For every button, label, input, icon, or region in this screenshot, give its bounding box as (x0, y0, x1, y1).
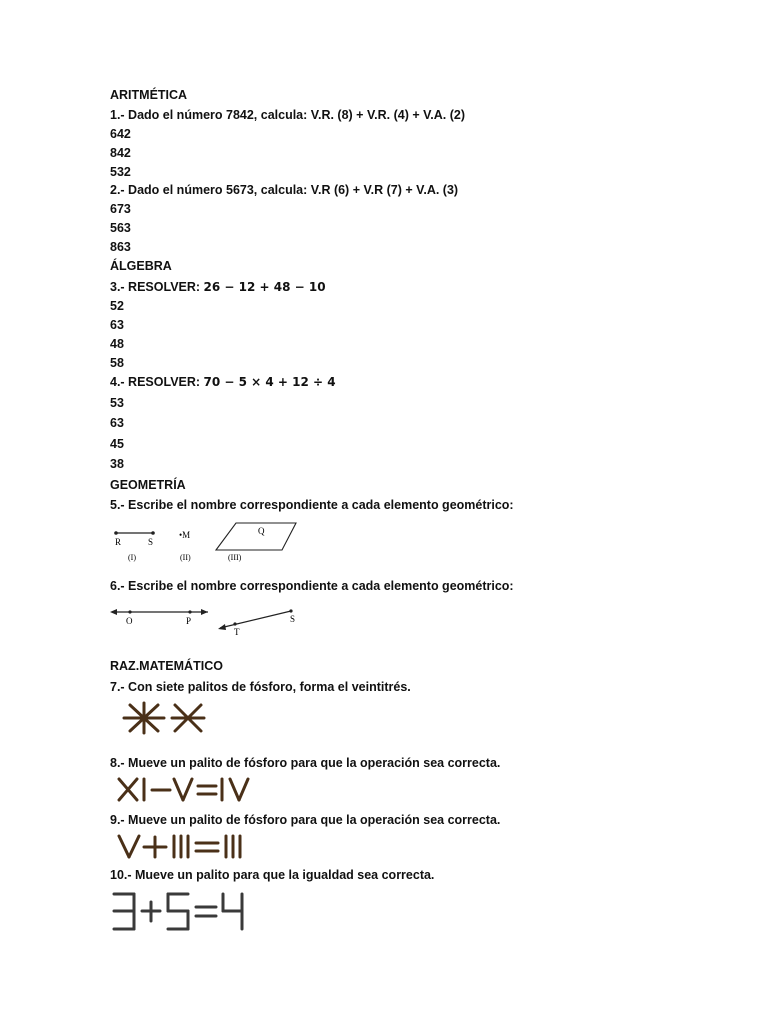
section-aritmetica: ARITMÉTICA (110, 88, 188, 102)
q1-option-3: 532 (110, 165, 131, 179)
label-t: T (234, 627, 240, 637)
matchstick-figure-10 (110, 890, 250, 934)
point-t (233, 622, 236, 625)
question-3 (110, 279, 326, 295)
question-2-prefix: 2.- Dado el número 5673, calcula: (110, 183, 311, 197)
question-4-expression: 70 − 5 × 4 + 12 ÷ 4 (203, 375, 336, 389)
question-5: 5.- Escribe el nombre correspondiente a cada elemento geométrico: (110, 498, 514, 512)
question-7: 7.- Con siete palitos de fósforo, forma el veintitrés. (110, 680, 411, 694)
question-3-expression: 26 − 12 + 48 − 10 (203, 280, 326, 294)
question-9: 9.- Mueve un palito de fósforo para que la operación sea correcta. (110, 813, 501, 827)
question-1-expression: V.R. (8) + V.R. (4) + V.A. (2) (310, 108, 466, 122)
question-6: 6.- Escribe el nombre correspondiente a cada elemento geométrico: (110, 579, 514, 593)
q3-option-1: 52 (110, 299, 124, 313)
question-2-expression: V.R (6) + V.R (7) + V.A. (3) (310, 183, 459, 197)
q2-option-3: 863 (110, 240, 131, 254)
section-algebra: ÁLGEBRA (110, 259, 172, 273)
question-1-prefix: 1.- Dado el número 7842, calcula: (110, 108, 311, 122)
label-point-m: •M (179, 530, 191, 540)
label-i: (I) (128, 553, 136, 562)
q1-option-2: 842 (110, 146, 131, 160)
q1-option-1: 642 (110, 127, 131, 141)
label-ii: (II) (180, 553, 191, 562)
label-iii: (III) (228, 553, 242, 562)
q3-option-2: 63 (110, 318, 124, 332)
ray-arrow (218, 624, 226, 630)
arrow-right (201, 609, 208, 615)
question-3-prefix: 3.- RESOLVER: (110, 280, 204, 294)
arrow-left (110, 609, 117, 615)
q2-option-1: 673 (110, 202, 131, 216)
point-o (128, 610, 131, 613)
parallelogram-plane (216, 523, 296, 550)
matchstick-figure-9 (116, 833, 276, 861)
label-p: P (186, 616, 192, 626)
question-4-prefix: 4.- RESOLVER: (110, 375, 204, 389)
section-geometria: GEOMETRÍA (110, 478, 186, 492)
label-s: S (148, 537, 154, 547)
section-raz-matematico: RAZ.MATEMÁTICO (110, 659, 223, 673)
point-s (151, 531, 155, 535)
matchstick-figure-7 (118, 700, 210, 736)
q3-option-4: 58 (110, 356, 124, 370)
q4-option-3: 45 (110, 437, 124, 451)
q4-option-2: 63 (110, 416, 124, 430)
q4-option-4: 38 (110, 457, 124, 471)
matchstick-figure-8 (116, 776, 256, 804)
q2-option-2: 563 (110, 221, 131, 235)
label-q: Q (258, 526, 265, 536)
label-o: O (126, 616, 133, 626)
point-p (188, 610, 191, 613)
geometry-figure-6 (108, 600, 308, 640)
question-1 (110, 107, 465, 123)
point-r (114, 531, 118, 535)
point-s-ray (289, 609, 292, 612)
question-4 (110, 374, 336, 390)
q3-option-3: 48 (110, 337, 124, 351)
question-10: 10.- Mueve un palito para que la igualdad sea correcta. (110, 868, 435, 882)
label-s-ray: S (290, 614, 296, 624)
label-r: R (115, 537, 122, 547)
ray-ts (220, 611, 291, 628)
geometry-figure-5 (108, 518, 308, 566)
question-2 (110, 182, 458, 198)
question-8: 8.- Mueve un palito de fósforo para que la operación sea correcta. (110, 756, 501, 770)
q4-option-1: 53 (110, 396, 124, 410)
